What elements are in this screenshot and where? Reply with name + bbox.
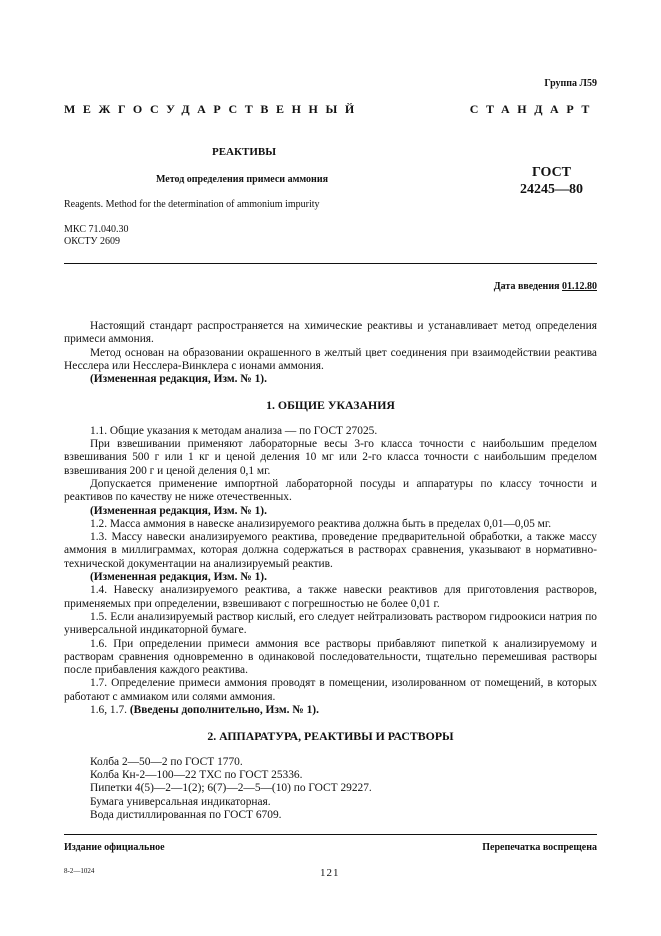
gost-designation bbox=[520, 164, 583, 198]
list-item: Вода дистиллированная по ГОСТ 6709. bbox=[90, 808, 282, 821]
clause-paragraph: Допускается применение импортной лабораторной посуды и аппаратуры по классу точности и реактивов по качеству не ниже отечественных. bbox=[64, 477, 597, 504]
list-item: Пипетки 4(5)—2—1(2); 6(7)—2—5—(10) по ГОСТ 29227. bbox=[90, 782, 372, 795]
intro-paragraph: Метод основан на образовании окрашенного в желтый цвет соединения при взаимодействии реактива Несслера или Несслера-Винклера с ионами аммония. bbox=[64, 346, 597, 372]
english-title: Reagents. Method for the determination of ammonium impurity bbox=[64, 199, 320, 210]
amendment-note: (Измененная редакция, Изм. № 1). bbox=[90, 373, 267, 386]
document-subtitle: Метод определения примеси аммония bbox=[156, 174, 328, 185]
amendment-line bbox=[64, 704, 597, 717]
amendment-note: (Измененная редакция, Изм. № 1). bbox=[90, 504, 267, 517]
effective-date bbox=[494, 281, 597, 292]
list-item: Бумага универсальная индикаторная. bbox=[90, 795, 271, 808]
document-body bbox=[64, 320, 597, 822]
clause-paragraph: 1.5. Если анализируемый раствор кислый, его следует нейтрализовать раствором гидроокиси натрия по универсальной индикаторной бумаге. bbox=[64, 610, 597, 637]
gost-label: ГОСТ bbox=[531, 165, 572, 180]
date-label: Дата введения bbox=[493, 281, 560, 292]
okstu-code: ОКСТУ 2609 bbox=[64, 236, 121, 247]
footer-divider bbox=[64, 834, 597, 835]
intro-paragraph: Настоящий стандарт распространяется на химические реактивы и устанавливает метод определения примеси аммония. bbox=[64, 320, 597, 346]
amendment-note: (Измененная редакция, Изм. № 1). bbox=[90, 571, 267, 584]
clause-paragraph: 1.3. Массу навески анализируемого реактива, проведение предварительной обработки, а также массу аммония в миллиграммах, которая должна содержаться в растворах сравнения, указывают в нормативно-технической документации на анализируемый реактив. bbox=[64, 531, 597, 570]
date-value: 01.12.80 bbox=[562, 281, 597, 292]
clause-reference: 1.6, 1.7. bbox=[90, 704, 128, 717]
reprint-prohibited-label: Перепечатка воспрещена bbox=[482, 842, 597, 853]
document-title: РЕАКТИВЫ bbox=[212, 146, 277, 158]
print-code: 8-2—1024 bbox=[64, 867, 95, 875]
clause-paragraph: 1.6. При определении примеси аммония все растворы прибавляют пипеткой к анализируемому и растворам сравнения одновременно в одинаковой последовательности, тщательно перемешивая растворы после прибавления каждого реактива. bbox=[64, 637, 597, 677]
group-code: Группа Л59 bbox=[544, 78, 597, 89]
classification-codes bbox=[64, 224, 128, 248]
official-edition-label: Издание официальное bbox=[64, 842, 165, 853]
page-number: 121 bbox=[320, 867, 340, 879]
clause-paragraph: При взвешивании применяют лабораторные весы 3-го класса точности с наибольшим пределом взвешивания 500 г или 1 кг и ценой деления 10 мг или 2-го класса точности с наибольшим пределом взвешивания 200 г и ценой деления 0,1 мг. bbox=[64, 438, 597, 477]
gost-number: 24245—80 bbox=[520, 182, 583, 197]
clause-paragraph: 1.4. Навеску анализируемого реактива, а также навески реактивов для приготовления растворов, применяемых при определении, взвешивают с погрешностью не более 0,01 г. bbox=[64, 584, 597, 610]
clause-paragraph: 1.7. Определение примеси аммония проводят в помещении, изолированном от помещений, в которых работают с аммиаком или солями аммония. bbox=[64, 677, 597, 703]
clause-paragraph: 1.2. Масса аммония в навеске анализируемого реактива должна быть в пределах 0,01—0,05 мг. bbox=[90, 517, 552, 530]
banner-right: СТАНДАРТ bbox=[469, 102, 597, 116]
mks-code: МКС 71.040.30 bbox=[64, 224, 129, 235]
section-heading-general: 1. ОБЩИЕ УКАЗАНИЯ bbox=[266, 398, 395, 413]
list-item: Колба Кн-2—100—22 ТХС по ГОСТ 25336. bbox=[90, 768, 303, 781]
apparatus-list bbox=[64, 756, 597, 822]
list-item: Колба 2—50—2 по ГОСТ 1770. bbox=[90, 755, 243, 768]
banner-left: МЕЖГОСУДАРСТВЕННЫЙ bbox=[64, 102, 362, 116]
clause-paragraph: 1.1. Общие указания к методам анализа — по ГОСТ 27025. bbox=[90, 424, 378, 437]
header-divider bbox=[64, 263, 597, 264]
amendment-note: (Введены дополнительно, Изм. № 1). bbox=[129, 704, 319, 717]
standard-banner bbox=[64, 102, 597, 117]
section-heading-apparatus: 2. АППАРАТУРА, РЕАКТИВЫ И РАСТВОРЫ bbox=[207, 729, 454, 744]
